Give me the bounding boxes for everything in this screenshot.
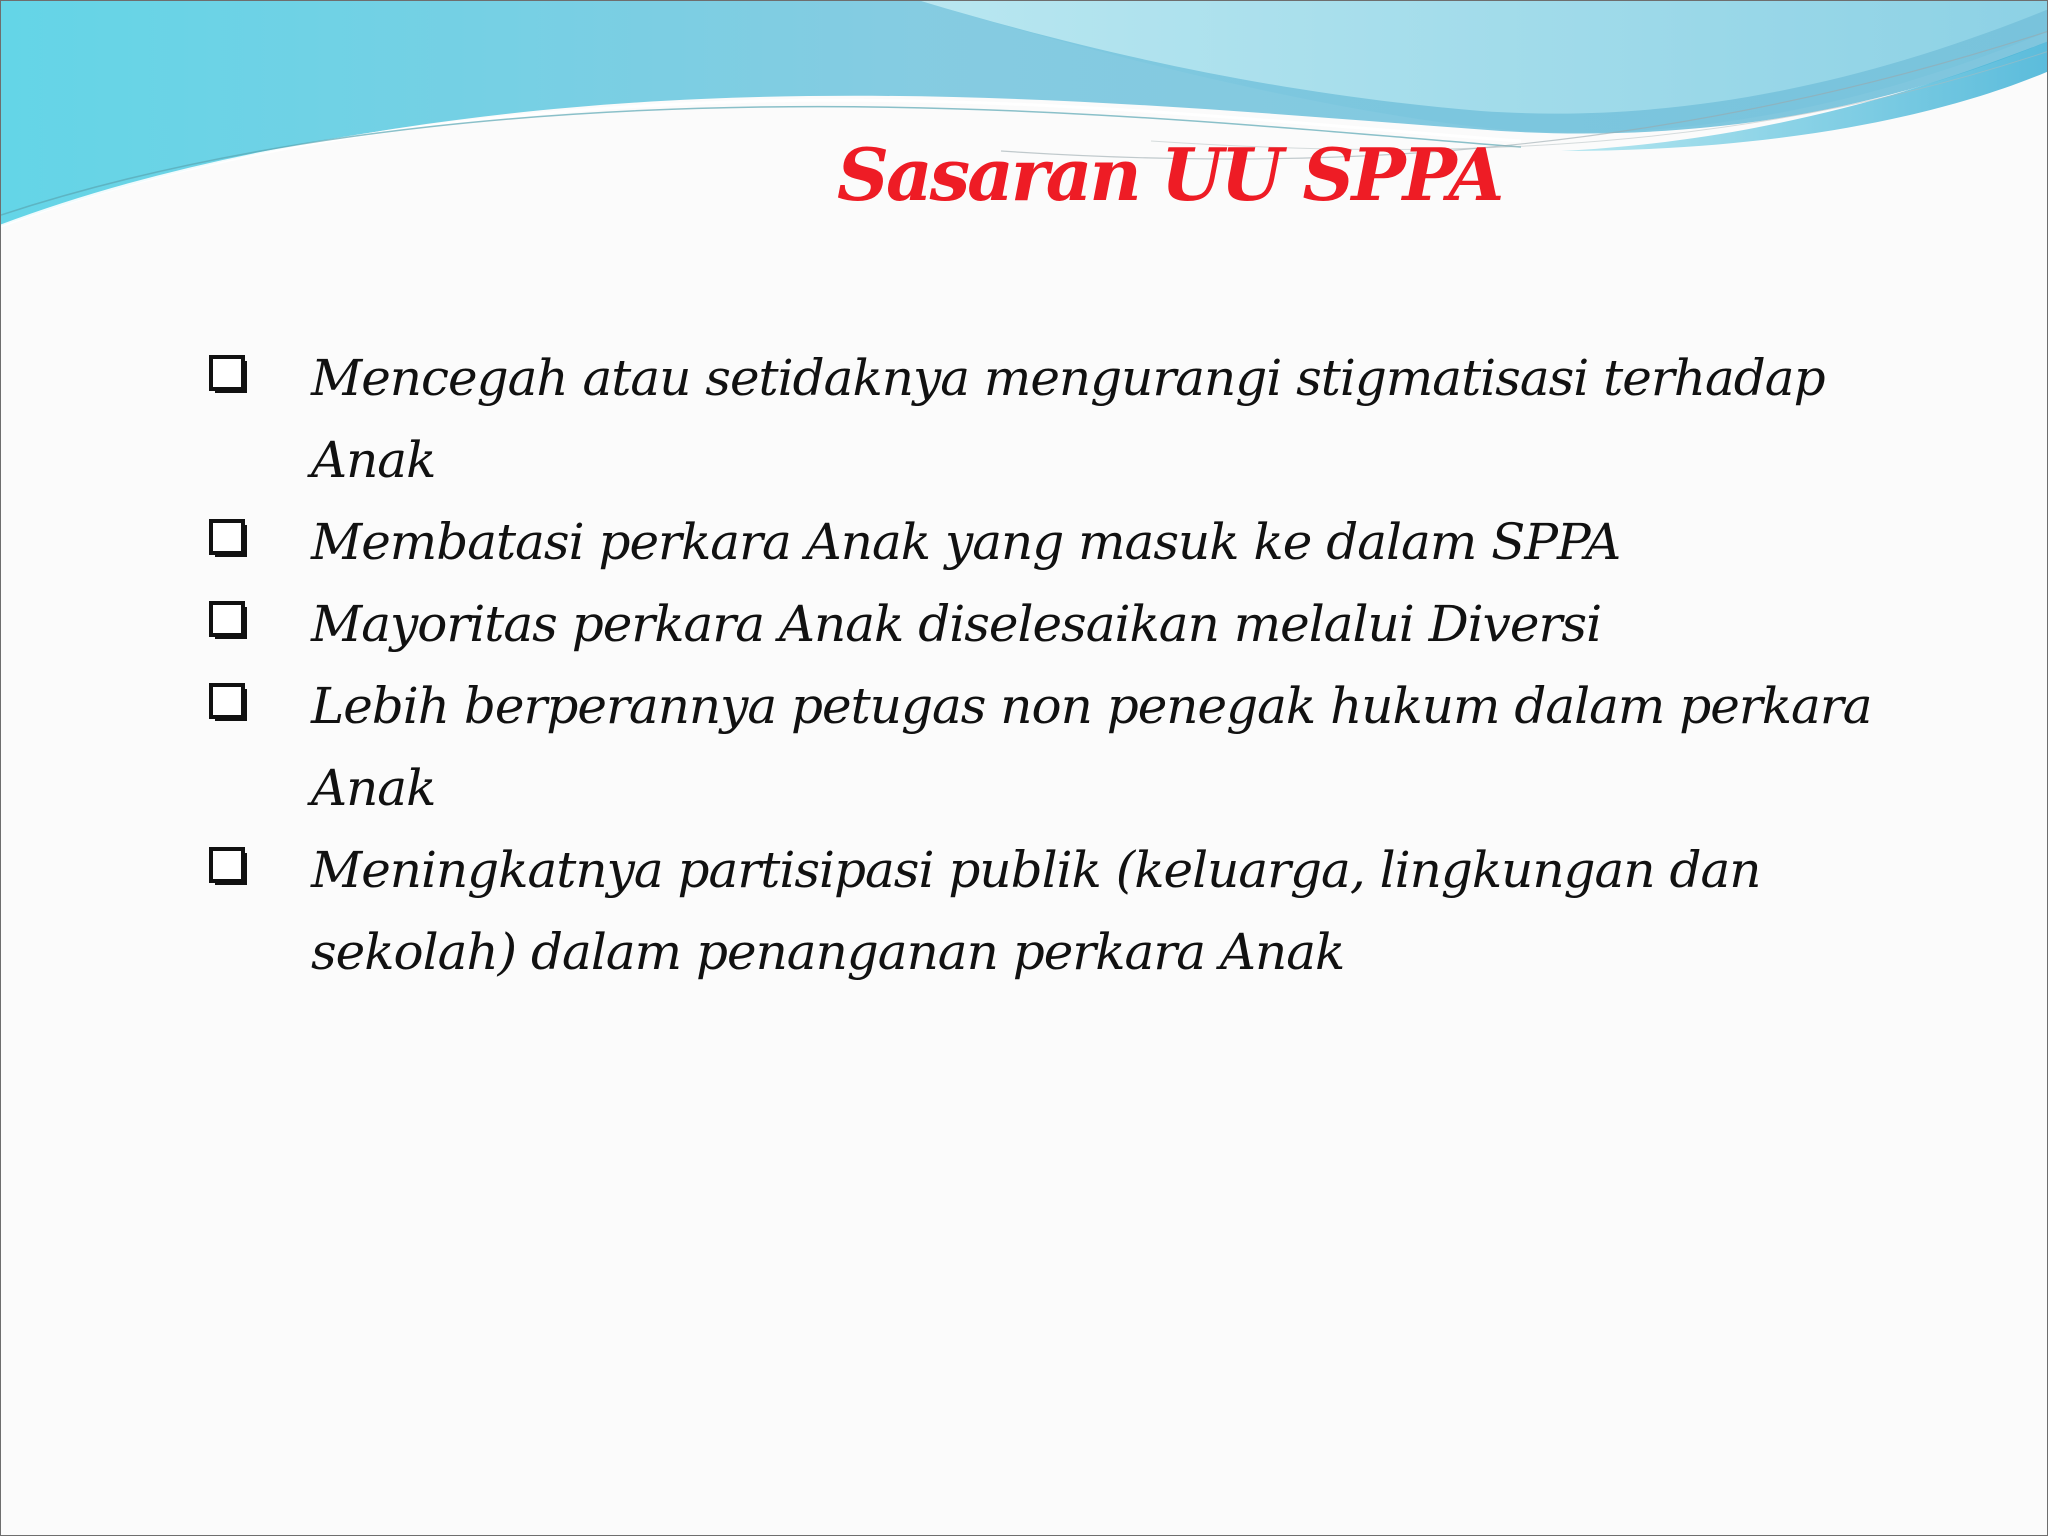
- checkbox-square-icon: [209, 355, 249, 395]
- list-item: [209, 501, 1949, 583]
- list-item-text: Membatasi perkara Anak yang masuk ke dalam SPPA: [311, 513, 1621, 571]
- list-item: [209, 583, 1949, 665]
- bullet-list: [209, 337, 1949, 993]
- header-wave-decoration: [1, 1, 2048, 261]
- list-item: [209, 829, 1949, 993]
- checkbox-square-icon: [209, 847, 249, 887]
- list-item-text: Meningkatnya partisipasi publik (keluarga, lingkungan dan sekolah) dalam penanganan perkara Anak: [311, 841, 1761, 981]
- slide-title: Sasaran UU SPPA: [837, 132, 1502, 217]
- list-item-text: Mencegah atau setidaknya mengurangi stigmatisasi terhadap Anak: [311, 349, 1825, 489]
- list-item: [209, 665, 1949, 829]
- list-item-text: Mayoritas perkara Anak diselesaikan melalui Diversi: [311, 595, 1602, 653]
- checkbox-square-icon: [209, 519, 249, 559]
- checkbox-square-icon: [209, 683, 249, 723]
- checkbox-square-icon: [209, 601, 249, 641]
- list-item: [209, 337, 1949, 501]
- list-item-text: Lebih berperannya petugas non penegak hukum dalam perkara Anak: [311, 677, 1872, 817]
